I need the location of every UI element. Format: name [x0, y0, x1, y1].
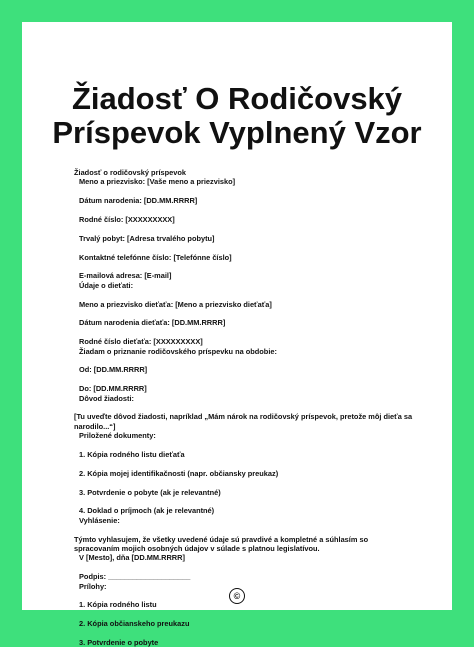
- form-heading: Žiadosť o rodičovský príspevok: [74, 168, 186, 177]
- field-phone: Kontaktné telefónne číslo: [Telefónne číslo]: [79, 252, 232, 262]
- request-period: Žiadam o priznanie rodičovského príspevku na obdobie:: [79, 346, 277, 356]
- field-child-name: Meno a priezvisko dieťaťa: [Meno a priezvisko dieťaťa]: [79, 299, 272, 309]
- document-page: [22, 22, 452, 647]
- field-to: Do: [DD.MM.RRRR]: [79, 384, 147, 394]
- section-enclosures: Prílohy:: [79, 581, 107, 591]
- section-child: Údaje o dieťati:: [79, 280, 134, 290]
- field-from: Od: [DD.MM.RRRR]: [79, 365, 148, 375]
- attachment-2: 2. Kópia mojej identifikačnosti (napr. občiansky preukaz): [79, 468, 279, 478]
- attachment-3: 3. Potvrdenie o pobyte (ak je relevantné): [79, 487, 221, 497]
- enclosure-2: 2. Kópia občianskeho preukazu: [79, 619, 190, 629]
- reason-text: [Tu uveďte dôvod žiadosti, napríklad „Mám nárok na rodičovský príspevok, pretože môj dieťa sa narodilo...“]: [74, 412, 413, 431]
- field-address: Trvalý pobyt: [Adresa trvalého pobytu]: [79, 233, 215, 243]
- title-line-2: Príspevok Vyplnený Vzor: [52, 115, 422, 150]
- enclosure-3: 3. Potvrdenie o pobyte: [79, 638, 159, 647]
- attachment-4: 4. Doklad o príjmoch (ak je relevantné): [79, 506, 215, 516]
- field-email: E-mailová adresa: [E-mail]: [79, 271, 172, 281]
- title-line-1: Žiadosť O Rodičovský: [71, 81, 403, 116]
- section-declaration: Vyhlásenie:: [79, 515, 120, 525]
- field-child-birthdate: Dátum narodenia dieťaťa: [DD.MM.RRRR]: [79, 318, 226, 328]
- form-text: [74, 168, 414, 647]
- field-name: Meno a priezvisko: [Vaše meno a priezvisko]: [79, 177, 236, 187]
- place-date: V [Mesto], dňa [DD.MM.RRRR]: [79, 553, 185, 563]
- page-title: [22, 82, 452, 150]
- section-attachments: Priložené dokumenty:: [79, 431, 156, 441]
- section-reason: Dôvod žiadosti:: [79, 393, 135, 403]
- field-child-id: Rodné číslo dieťaťa: [XXXXXXXXX]: [79, 337, 203, 347]
- field-birthdate: Dátum narodenia: [DD.MM.RRRR]: [79, 196, 198, 206]
- field-id-number: Rodné číslo: [XXXXXXXXX]: [79, 215, 175, 224]
- signature-line: Podpis: ____________________: [79, 572, 191, 582]
- copyright-icon: ©: [229, 588, 245, 604]
- enclosure-1: 1. Kópia rodného listu: [79, 600, 157, 610]
- declaration-text: Týmto vyhlasujem, že všetky uvedené údaje sú pravdivé a kompletné a súhlasím so spracovaním mojich osobných údajov v súlade s platnou legislatívou.: [74, 534, 369, 553]
- attachment-1: 1. Kópia rodného listu dieťaťa: [79, 450, 185, 459]
